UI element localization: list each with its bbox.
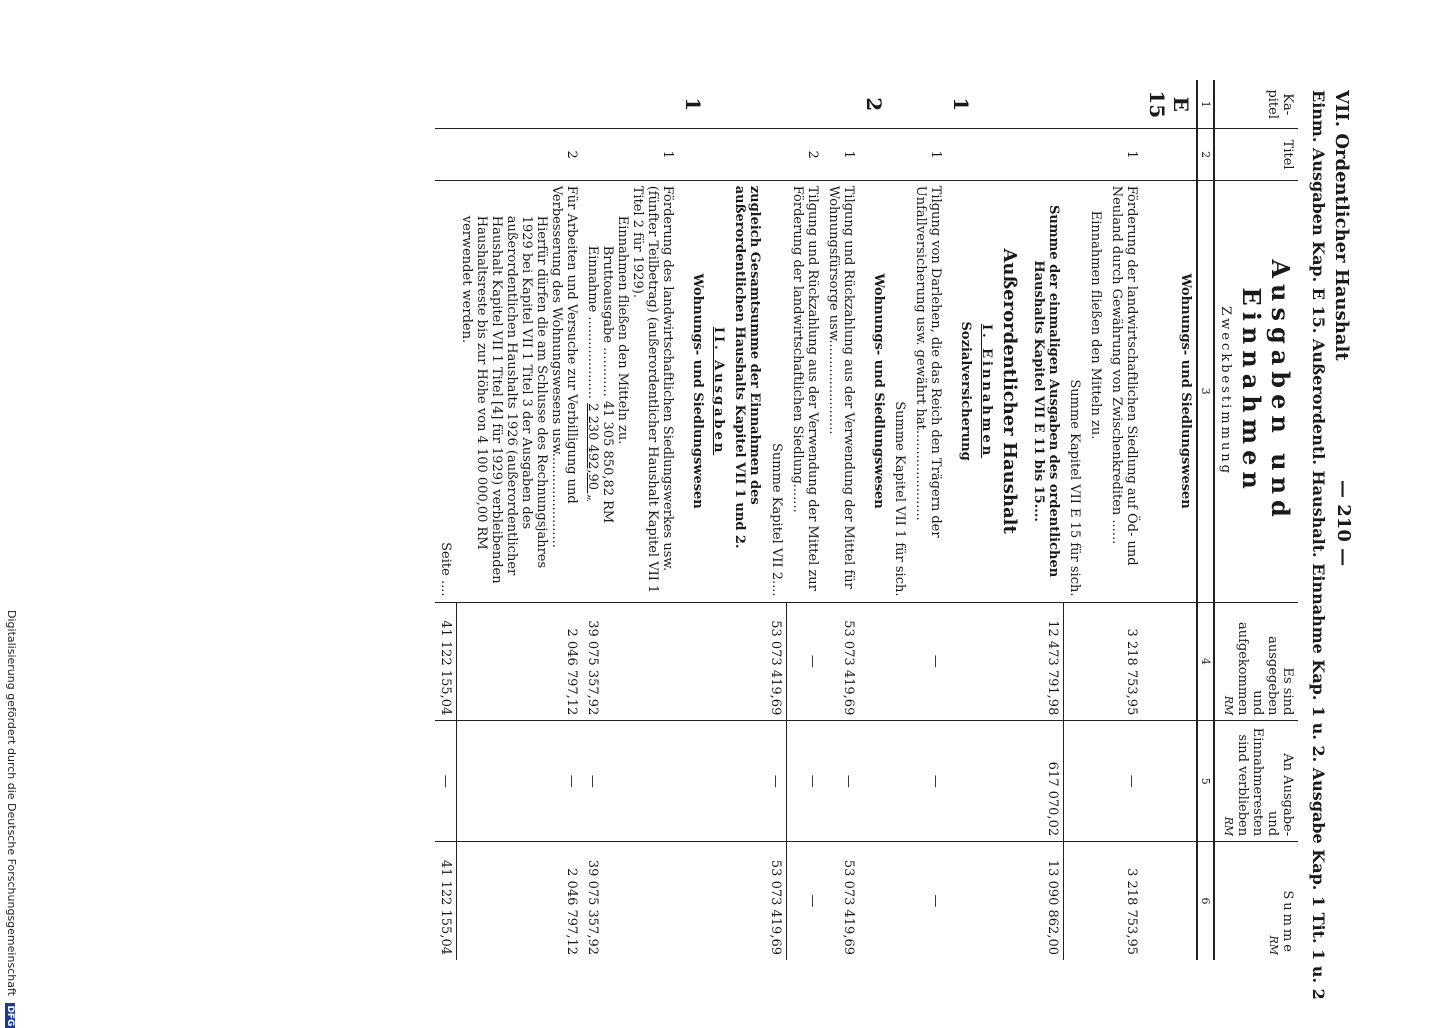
digitization-credit [5,610,18,1028]
k1-sum-label: Summe Kapitel VII 1 für sich. [889,180,910,602]
k1-t1-text: Tilgung von Darlehen, die das Reich den Trägern der Unfallversicherung usw. gewährt hat...................... [910,180,946,602]
table-row [1142,80,1197,960]
e15-note: Einnahmen fließen den Mitteln zu. [1085,180,1106,602]
a1-t2-titel: 2 [457,129,583,180]
table-row [730,80,766,960]
k2-heading: Wohnungs- und Siedlungswesen [859,180,889,602]
a1-t2-note: Hierfür dürfen die am Schlusse des Rechnungsjahres 1929 bei Kapitel VII 1 Titel 3 der Ausgaben des außerordentlichen Haushalts 1926 (außerordentlicher Haushalt Kapitel VII 1 Titel [4] für 1929) verbleibenden Haushaltsreste bis zur Höhe von 4 100 000,00 RM verwendet werden. [459,215,550,584]
a1-t1-note: Einnahmen fließen den Mitteln zu. [615,215,631,445]
k2-t2-text: Tilgung und Rückzahlung aus der Verwendung der Mittel zur Förderung der landwirtschaftlichen Siedlung....... [787,180,823,602]
a1-t1-cell [583,180,679,602]
e15-heading: Wohnungs- und Siedlungswesen [1142,180,1197,602]
a1-t1-spent: 39 075 357,92 [583,602,679,721]
main-title: Ausgaben und Einnahmen [1237,259,1295,523]
k1-t1-remaining: — [910,721,946,842]
einnahmen-title: I. Einnahmen [976,180,997,602]
e15-t1-sum: 3 218 753,95 [1124,868,1139,955]
table-row [787,80,823,960]
k2-t1-spent: 53 073 419,69 [823,602,859,721]
col-spent-label: Es sind ausgegeben und aufgekommen [1235,621,1295,716]
a1-t2-remaining: — [457,721,583,842]
col-remaining-unit: RM [1222,816,1235,837]
col-num-6: 6 [1197,842,1214,960]
k1-t1-titel: 1 [910,129,946,180]
table-header-row [1214,80,1298,960]
e15-t1-text: Förderung der landwirtschaftlichen Siedlung auf Öd- und Neuland durch Gewährung von Zwischenkrediten ...... [1106,180,1142,602]
total-once-remaining: 617 070,02 [1028,721,1064,842]
k1-t1-sum: — [928,894,943,908]
seite-sum: 41 122 155,04 [435,842,457,960]
k2-sum-spent: 53 073 419,69 [766,602,788,721]
col-kapitel-header: Ka-pitel [1214,80,1298,129]
k2-total-label: zugleich Gesamtsumme der Einnahmen des außerordentlichen Haushalts Kapitel VII 1 und 2. [730,180,766,602]
a1-einnahme-label: Einnahme .................... [585,245,601,400]
col-num-4: 4 [1197,602,1214,721]
e15-t1-remaining: — [1106,721,1142,842]
seite-remaining: — [435,721,457,842]
header-left: VII. Ordentlicher Haushalt [1331,90,1352,361]
a1-brutto-value: 41 305 850,82 RM [600,400,616,524]
table-row [766,80,788,960]
e15-t1-titel: 1 [1106,129,1142,180]
a1-t2-sum: 2 046 797,12 [564,868,580,955]
a1-einnahme-value: 2 230 492,90 „ [585,403,601,501]
a1-heading: Wohnungs- und Siedlungswesen [679,180,709,602]
a1-t2-cell [457,180,583,602]
chapter-a1: 1 [679,80,709,129]
col-num-1: 1 [1197,80,1214,129]
table-row [709,80,730,960]
chapter-1: 1 [946,80,976,129]
col-spent-unit: RM [1222,695,1235,716]
document-page [60,60,1360,1000]
table-row [435,80,457,960]
a1-einnahme [586,186,601,597]
k2-t2-remaining: — [787,721,823,842]
col-sum-header [1214,842,1298,960]
table-row [1064,80,1085,960]
page-header [1300,60,1360,1000]
col-titel-header: Titel [1214,129,1298,180]
table-row [910,80,946,960]
k2-sum-label: Summe Kapitel VII 2.... [766,180,788,602]
k2-sum-sum: 53 073 419,69 [766,842,788,960]
column-number-row [1197,80,1214,960]
page-number: — 210 — [1333,480,1354,567]
total-once-sum: 13 090 862,00 [1028,842,1064,960]
table-row [859,80,889,960]
e15-t1-spent: 3 218 753,95 [1106,602,1142,721]
ausgaben-title: II. Ausgaben [709,180,730,602]
a1-brutto-label: Bruttoausgabe ............ [600,245,616,397]
dfg-logo: DFG [5,1005,15,1027]
col-purpose-header [1214,180,1298,602]
k2-t2-titel: 2 [787,129,823,180]
table-row [946,80,976,960]
header-subtitle: Einm. Ausgaben Kap. E 15. Außerordentl. Haushalt. Einnahme Kap. 1 u. 2. Ausgabe Kap. 1 Tit. 1 u. 2 [1309,90,1328,1000]
table-row [976,80,997,960]
chapter-2: 2 [859,80,889,129]
main-subtitle: Zweckbestimmung [1218,306,1233,477]
ao-title: Außerordentlicher Haushalt [997,180,1028,602]
col-num-5: 5 [1197,721,1214,842]
col-spent-header [1214,602,1298,721]
total-once-spent: 12 473 791,98 [1028,602,1064,721]
col-num-2: 2 [1197,129,1214,180]
col-sum-label: Summe [1280,890,1295,955]
a1-t1-titel: 1 [583,129,679,180]
k2-t2-sum: — [805,894,820,908]
chapter-e15: E 15 [1142,80,1197,129]
a1-brutto [601,186,616,597]
k2-t2-spent: — [787,602,823,721]
table-row [679,80,709,960]
k2-t1-sum: 53 073 419,69 [841,859,856,955]
a1-t1-sum: 39 075 357,92 [585,859,601,955]
credit-text: Digitalisierung gefördert durch die Deutsche Forschungsgemeinschaft [5,610,18,996]
a1-t2-spent: 2 046 797,12 [457,602,583,721]
table-row [583,80,679,960]
col-remaining-header [1214,721,1298,842]
k2-t1-remaining: — [823,721,859,842]
k1-t1-spent: — [910,602,946,721]
e15-sum-label: Summe Kapitel VII E 15 für sich. [1064,180,1085,602]
table-row [1028,80,1064,960]
table-row [457,80,583,960]
table-row [823,80,859,960]
k1-heading: Sozialversicherung [946,180,976,602]
col-sum-unit: RM [1267,935,1280,955]
table-row [889,80,910,960]
budget-table [435,80,1298,960]
total-once-label: Summe der einmaligen Ausgaben des ordentlichen Haushalts Kapitel VII E 11 bis 15.... [1028,180,1064,602]
k2-sum-remaining: — [766,721,788,842]
table-row [997,80,1028,960]
k2-t1-titel: 1 [823,129,859,180]
a1-t2-text: Für Arbeiten und Versuche zur Verbilligung und Verbesserung des Wohnungswesens usw....................... [549,185,580,548]
col-remaining-label: An Ausgabe- und Einnahmeresten sind verblieben [1235,727,1295,837]
k2-t1-text: Tilgung und Rückzahlung aus der Verwendung der Mittel für Wohnungsfürsorge usw....................... [823,180,859,602]
table-row [1085,80,1106,960]
seite-label: Seite .... [435,180,457,602]
a1-t1-text: Förderung des landwirtschaftlichen Siedlungswerkes usw. (fünfter Teilbetrag) (außerordentlicher Haushalt Kapitel VII 1 Titel 2 für 1929). [630,185,676,594]
a1-t1-remaining: — [583,721,679,842]
table-row [1106,80,1142,960]
col-num-3: 3 [1197,180,1214,602]
seite-spent: 41 122 155,04 [435,602,457,721]
